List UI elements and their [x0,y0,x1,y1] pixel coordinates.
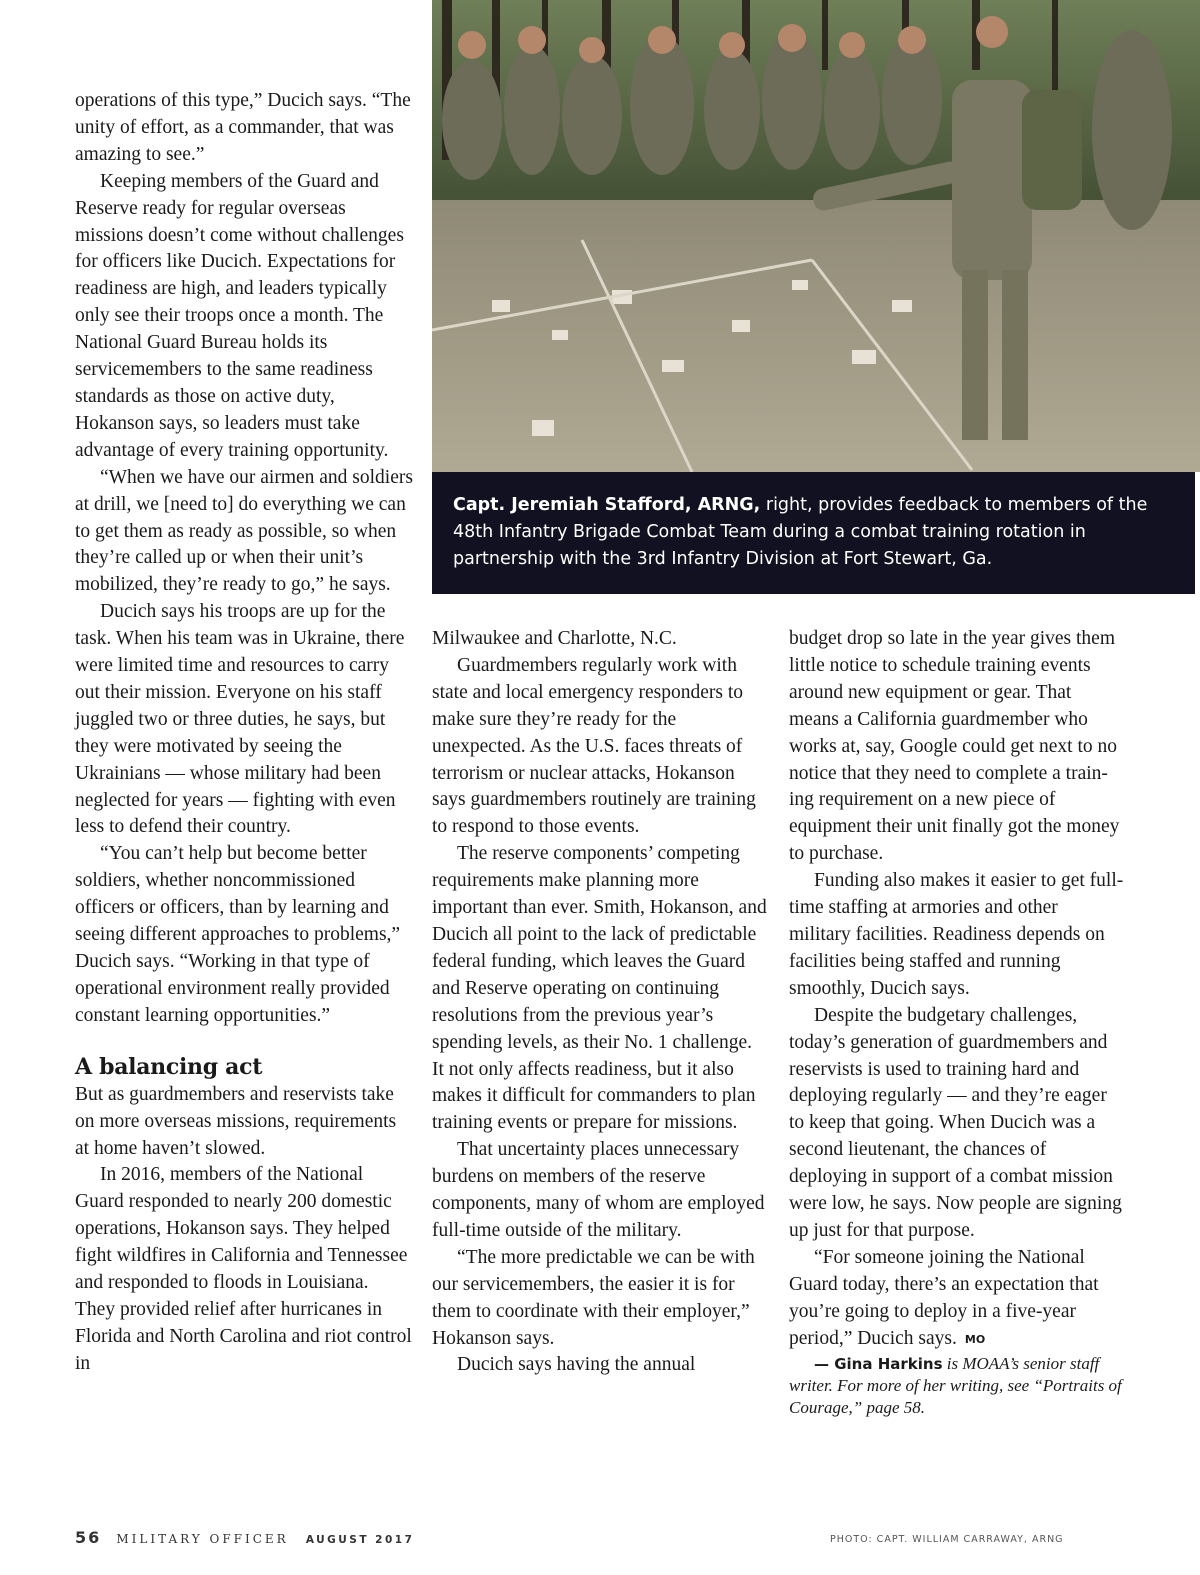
end-mark: MO [964,1332,986,1346]
paragraph: “The more predictable we can be with our servicemembers, the easier it is for them to coordinate with their employer,” Hokanson says. [432,1246,755,1349]
paragraph: Keeping members of the Guard and Reserve ready for regular overseas missions doesn’t come without challenges for officers like Ducich. Expectations for readiness are high, and leaders typically only see their troops once a month. The National Guard Bureau holds its servicemembers to the same readiness standards as those on active duty, Hokanson says, so leaders must take advantage of every training opportunity. [75,170,404,461]
article-photo [432,0,1200,472]
paragraph: In 2016, members of the National Guard responded to nearly 200 domestic operations, Hokanson says. They helped fight wildfires in California and Tennessee and responded to floods in Louisiana. They provided relief after hurricanes in Florida and North Carolina and riot control in [75,1164,412,1374]
photo-credit: PHOTO: CAPT. WILLIAM CARRAWAY, ARNG [830,1534,1064,1545]
paragraph: Funding also makes it easier to get full-time staffing at armories and other military facilities. Readiness depends on facilities being staffed and running smoothly, Ducich says. [789,870,1124,999]
paragraph: But as guardmembers and reservists take on more overseas missions, requirements at home haven’t slowed. [75,1083,397,1159]
paragraph: Despite the budgetary challenges, today’s generation of guardmembers and reservists is used to training hard and deploying regularly — and they’re eager to keep that going. When Ducich was a second lieutenant, the chances of deploying in support of a combat mission were low, he says. Now people are signing up just for that purpose. [789,1004,1122,1241]
paragraph: Guardmembers regularly work with state and local emergency responders to make sure they’re ready for the unexpected. As the U.S. faces threats of terrorism or nuclear attacks, Hokanson says guardmembers routinely are training to respond to those events. [432,654,756,838]
paragraph: Ducich says having the annual [457,1354,696,1376]
section-subhead: A balancing act [75,1053,263,1080]
page-number: 56 [75,1528,102,1547]
caption-name: Capt. Jeremiah Stafford, ARNG, [453,495,761,515]
photo-caption [453,492,1183,573]
photo-caption-box [432,472,1195,594]
paragraph: “When we have our airmen and soldiers at drill, we [need to] do everything we can to get them as ready as possible, so when they’re called up or when their unit’s mobilized, they’re ready to go,” he says. [75,466,413,596]
article-column-2 [432,626,767,1379]
magazine-name: MILITARY OFFICER [116,1532,289,1546]
paragraph: Ducich says his troops are up for the task. When his team was in Ukraine, there were limited time and resources to carry out their mission. Everyone on his staff juggled two or three duties, he says, but they were motivated by seeing the Ukrainians — whose military had been neglected for years — fighting with even less to defend their country. [75,601,405,838]
author-name: — Gina Harkins [814,1355,943,1374]
author-bio-text: is MOAA’s senior staff writer. For more of her writing, see “Portraits of Courage,” page 58. [789,1354,1122,1418]
paragraph: Milwaukee and Charlotte, N.C. [432,628,677,649]
paragraph [789,1245,1124,1354]
paragraph: That uncertainty places unnecessary burdens on members of the reserve components, many of whom are employed full-time outside of the military. [432,1139,765,1241]
author-bio [789,1353,1124,1419]
paragraph: “You can’t help but become better soldiers, whether noncommissioned officers or officers, than by learning and seeing different approaches to problems,” Ducich says. “Working in that type of operational environment really provided constant learning opportunities.” [75,843,401,1026]
paragraph: operations of this type,” Ducich says. “The unity of effort, as a commander, that was amazing to see.” [75,90,411,165]
photo-soldiers-training-icon [432,0,1200,472]
paragraph: The reserve components’ competing requirements make planning more important than ever. Smith, Hokanson, and Ducich all point to the lack of predictable federal funding, which leaves the Guard and Reserve operating on continuing resolutions from the previous year’s spending levels, as their No. 1 challenge. It not only affects readiness, but it also makes it difficult for commanders to plan training events or prepare for missions. [432,843,767,1134]
issue-date: AUGUST 2017 [305,1534,415,1546]
article-column-3 [789,626,1124,1419]
caption-text: right, provides feedback to members of the 48th Infantry Brigade Combat Team during a combat training rotation in partnership with the 3rd Infantry Division at Fort Stewart, Ga. [453,495,1148,569]
paragraph: budget drop so late in the year gives them little notice to schedule training events around new equipment or gear. That means a California guardmember who works at, say, Google could get next to no notice that they need to complete a training requirement on a new piece of equipment their unit finally got the money to purchase. [789,628,1120,865]
article-column-1 [75,88,413,1378]
paragraph-text: “For someone joining the National Guard today, there’s an expectation that you’re going to deploy in a five-year period,” Ducich says. [789,1246,1099,1349]
page-footer [75,1528,414,1548]
